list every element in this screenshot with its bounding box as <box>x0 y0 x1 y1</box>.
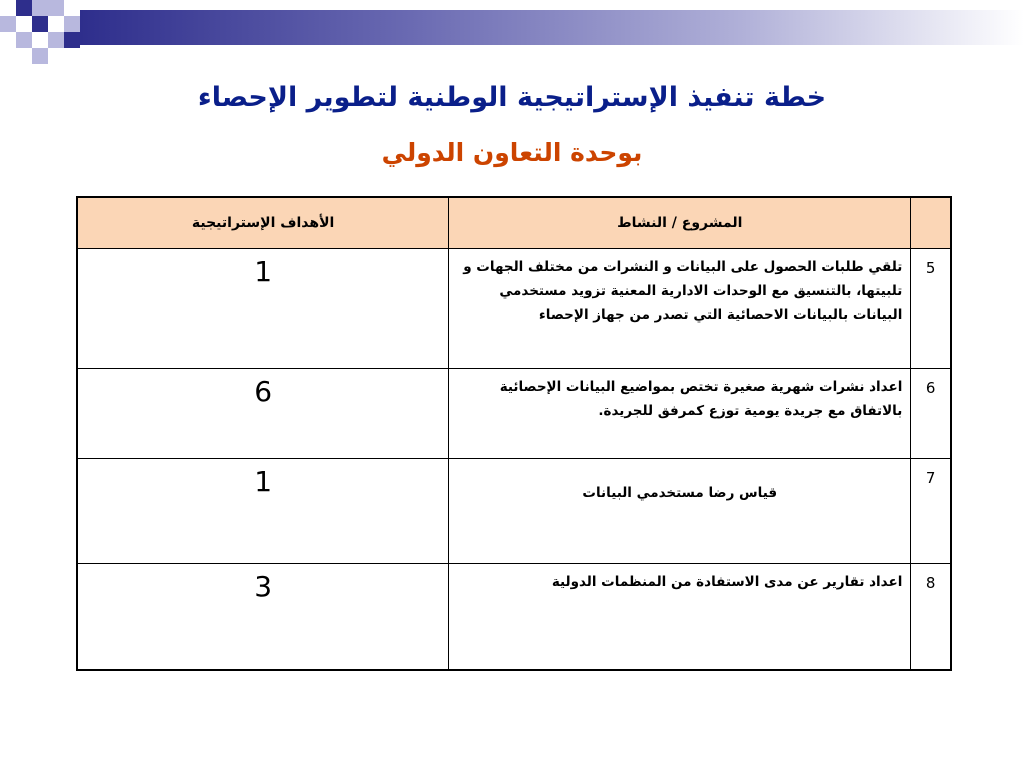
slide-title: خطة تنفيذ الإستراتيجية الوطنية لتطوير الإحصاء <box>197 82 827 113</box>
row-goal: 3 <box>77 564 449 671</box>
table-row <box>77 459 951 564</box>
header-number <box>911 197 951 249</box>
row-activity: قياس رضا مستخدمي البيانات <box>449 459 911 564</box>
plan-table <box>76 196 952 671</box>
table-row <box>77 369 951 459</box>
table-row <box>77 564 951 671</box>
row-number: 8 <box>911 564 951 671</box>
table-header-row <box>77 197 951 249</box>
header-gradient-bar <box>80 10 1024 45</box>
corner-square-decoration <box>32 16 48 32</box>
corner-square-decoration <box>64 32 80 48</box>
corner-square-decoration <box>16 0 32 16</box>
header-activity: المشروع / النشاط <box>449 197 911 249</box>
corner-square-decoration <box>48 32 64 48</box>
table-row <box>77 249 951 369</box>
row-number: 5 <box>911 249 951 369</box>
row-activity: اعداد نشرات شهرية صغيرة تختص بمواضيع البيانات الإحصائية بالاتفاق مع جريدة يومية توزع كمرفق للجريدة. <box>449 369 911 459</box>
row-activity: اعداد تقارير عن مدى الاستفادة من المنظمات الدولية <box>449 564 911 671</box>
slide-subtitle: بوحدة التعاون الدولي <box>381 138 643 167</box>
corner-square-decoration <box>32 48 48 64</box>
row-number: 7 <box>911 459 951 564</box>
corner-square-decoration <box>64 16 80 32</box>
header-goals: الأهداف الإستراتيجية <box>77 197 449 249</box>
corner-square-decoration <box>48 0 64 16</box>
row-number: 6 <box>911 369 951 459</box>
row-activity: تلقي طلبات الحصول على البيانات و النشرات من مختلف الجهات و تلبيتها، بالتنسيق مع الوحدات الادارية المعنية تزويد مستخدمي البيانات بالبيانات الاحصائية التي تصدر من جهاز الإحصاء <box>449 249 911 369</box>
row-goal: 1 <box>77 459 449 564</box>
row-goal: 1 <box>77 249 449 369</box>
corner-square-decoration <box>0 16 16 32</box>
row-goal: 6 <box>77 369 449 459</box>
corner-square-decoration <box>16 32 32 48</box>
corner-square-decoration <box>32 0 48 16</box>
